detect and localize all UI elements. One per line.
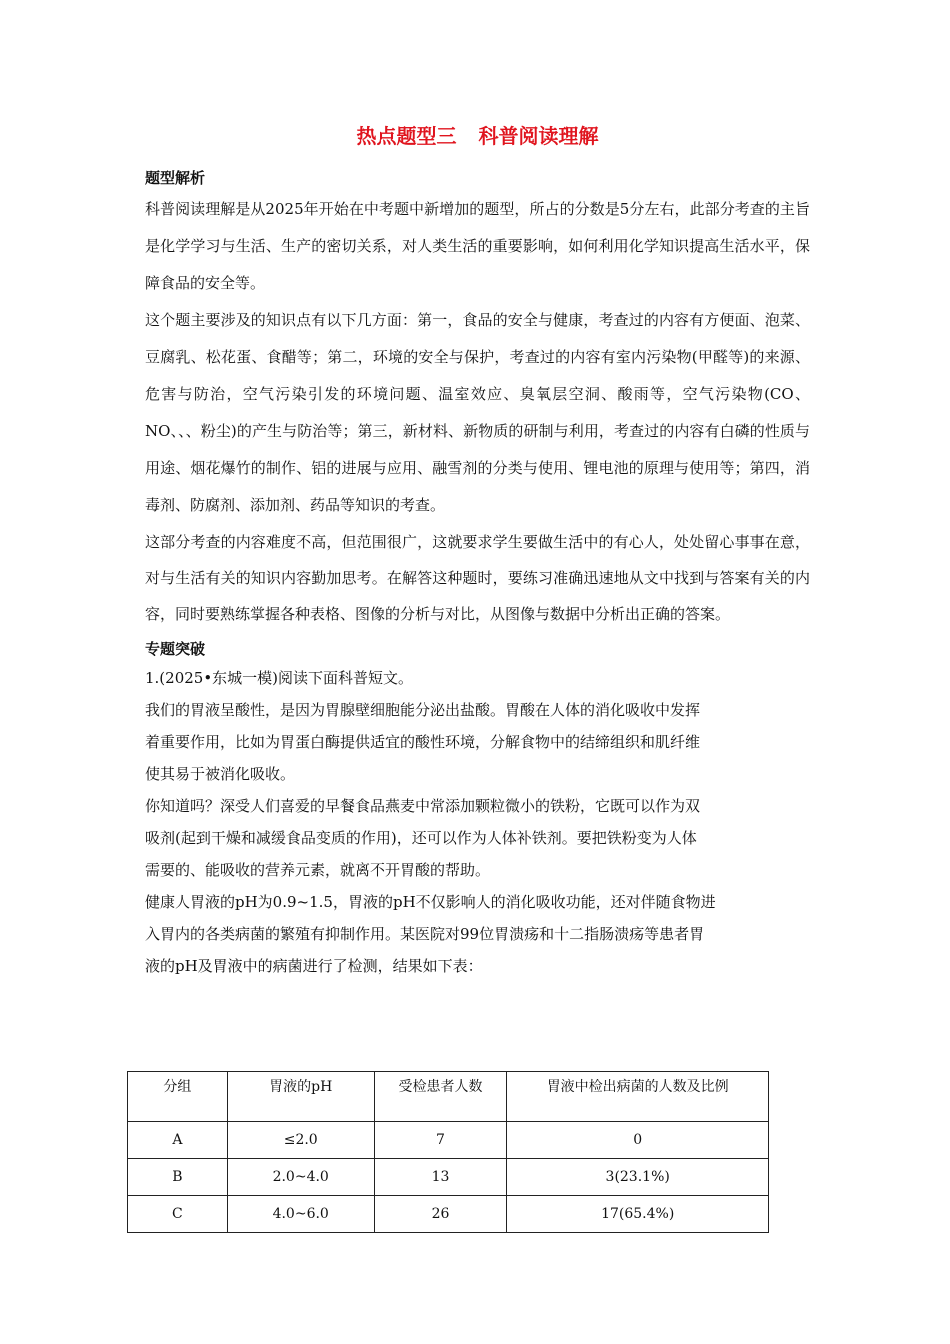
document-page <box>145 120 810 982</box>
reading-line: 我们的胃液呈酸性，是因为胃腺壁细胞能分泌出盐酸。胃酸在人体的消化吸收中发挥 <box>145 701 701 719</box>
table-cell: C <box>128 1196 228 1233</box>
table-cell: 26 <box>374 1196 507 1233</box>
section-heading-analysis: 题型解析 <box>145 169 206 187</box>
analysis-paragraph-3: 这部分考查的内容难度不高，但范围很广，这就要求学生要做生活中的有心人，处处留心事事在意，对与生活有关的知识内容勤加思考。在解答这种题时，要练习准确迅速地从文中找到与答案有关的内容，同时要熟练掌握各种表格、图像的分析与对比，从图像与数据中分析出正确的答案。 <box>145 533 810 623</box>
table-cell: 4.0~6.0 <box>227 1196 374 1233</box>
table-row <box>128 1196 769 1233</box>
table-cell: 7 <box>374 1122 507 1159</box>
table-cell: B <box>128 1159 228 1196</box>
table-header-cell: 胃液中检出病菌的人数及比例 <box>507 1072 769 1122</box>
analysis-paragraph-2: 这个题主要涉及的知识点有以下几方面：第一，食品的安全与健康，考查过的内容有方便面、泡菜、豆腐乳、松花蛋、食醋等；第二，环境的安全与保护，考查过的内容有室内污染物(甲醛等)的来源、危害与防治，空气污染引发的环境问题、温室效应、臭氧层空洞、酸雨等，空气污染物(CO、NO、、、粉尘)的产生与防治等；第三，新材料、新物质的研制与利用，考查过的内容有白磷的性质与用途、烟花爆竹的制作、铝的进展与应用、融雪剂的分类与使用、锂电池的原理与使用等；第四，消毒剂、防腐剂、添加剂、药品等知识的考查。 <box>145 311 810 514</box>
table-header-row <box>128 1072 769 1122</box>
reading-line: 入胃内的各类病菌的繁殖有抑制作用。某医院对99位胃溃疡和十二指肠溃疡等患者胃 <box>145 925 705 943</box>
table-header-cell: 分组 <box>128 1072 228 1122</box>
table-cell: 13 <box>374 1159 507 1196</box>
reading-line: 使其易于被消化吸收。 <box>145 765 296 783</box>
table-cell: ≤2.0 <box>227 1122 374 1159</box>
table-header-cell: 胃液的pH <box>227 1072 374 1122</box>
reading-line: 你知道吗？深受人们喜爱的早餐食品燕麦中常添加颗粒微小的铁粉，它既可以作为双 <box>145 797 701 815</box>
reading-line: 需要的、能吸收的营养元素，就离不开胃酸的帮助。 <box>145 861 491 879</box>
page-title <box>145 120 810 149</box>
reading-line: 着重要作用，比如为胃蛋白酶提供适宜的酸性环境，分解食物中的结缔组织和肌纤维 <box>145 733 701 751</box>
table-cell: 0 <box>507 1122 769 1159</box>
table-cell: 17(65.4%) <box>507 1196 769 1233</box>
section-heading-practice: 专题突破 <box>145 640 206 658</box>
reading-line: 健康人胃液的pH为0.9~1.5，胃液的pH不仅影响人的消化吸收功能，还对伴随食物进 <box>145 893 716 911</box>
table-cell: 3(23.1%) <box>507 1159 769 1196</box>
table-header-cell: 受检患者人数 <box>374 1072 507 1122</box>
table-cell: 2.0~4.0 <box>227 1159 374 1196</box>
title-part-2: 科普阅读理解 <box>478 124 599 148</box>
question-intro: 1.(2025•东城一模)阅读下面科普短文。 <box>145 669 414 687</box>
title-part-1: 热点题型三 <box>356 124 457 148</box>
reading-line: 液的pH及胃液中的病菌进行了检测，结果如下表： <box>145 957 483 975</box>
results-table-container <box>127 1071 769 1233</box>
reading-line: 吸剂(起到干燥和减缓食品变质的作用)，还可以作为人体补铁剂。要把铁粉变为人体 <box>145 829 697 847</box>
table-row <box>128 1159 769 1196</box>
table-cell: A <box>128 1122 228 1159</box>
table-row <box>128 1122 769 1159</box>
analysis-paragraph-1: 科普阅读理解是从2025年开始在中考题中新增加的题型，所占的分数是5分左右，此部分考查的主旨是化学学习与生活、生产的密切关系，对人类生活的重要影响，如何利用化学知识提高生活水平，保障食品的安全等。 <box>145 200 810 292</box>
results-table <box>127 1071 769 1233</box>
